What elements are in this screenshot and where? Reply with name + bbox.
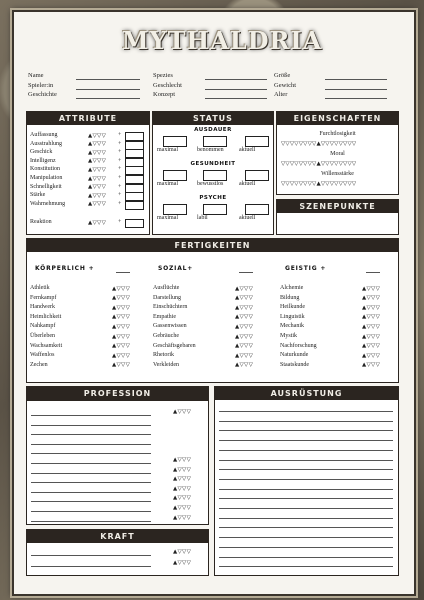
kraft-line[interactable] (31, 555, 151, 556)
eigenschaft-triangles[interactable]: ▽▽▽▽▽▽▽▽▲▽▽▽▽▽▽▽▽ (281, 161, 357, 167)
identity-label: Spieler:in (28, 81, 54, 89)
status-group-name: AUSDAUER (194, 127, 232, 133)
skill-label: Alchemie (280, 285, 304, 291)
attribute-triangles[interactable]: ▲▽▽▽ (88, 201, 107, 208)
attribute-label: Auffassung (30, 132, 58, 138)
skill-label: Naturkunde (280, 352, 309, 359)
profession-line[interactable] (31, 492, 151, 493)
profession-title: PROFESSION (27, 387, 208, 401)
skill-triangles[interactable]: ▲▽▽▽ (235, 285, 254, 292)
kraft-panel (26, 529, 209, 576)
skill-label: Einschüchtern (153, 304, 188, 311)
skill-triangles[interactable]: ▲▽▽▽ (235, 295, 254, 302)
skill-label: Nahkampf (30, 323, 56, 330)
identity-field[interactable] (76, 98, 140, 99)
attribute-label: Intelligenz (30, 157, 56, 164)
skill-triangles[interactable]: ▲▽▽▽ (362, 304, 381, 311)
identity-label: Geschlecht (153, 81, 182, 89)
profession-triangles[interactable]: ▲▽▽▽ (173, 514, 192, 521)
ausruestung-line[interactable] (219, 547, 393, 548)
status-input[interactable] (163, 136, 187, 147)
identity-label: Konzept (153, 91, 176, 98)
ausruestung-line[interactable] (219, 411, 393, 412)
profession-triangles[interactable]: ▲▽▽▽ (173, 476, 192, 483)
attribute-triangles[interactable]: ▲▽▽▽ (88, 141, 107, 148)
attribute-triangles[interactable]: ▲▽▽▽ (88, 184, 107, 191)
kraft-title: KRAFT (27, 530, 208, 543)
skill-triangles[interactable]: ▲▽▽▽ (362, 343, 381, 350)
skill-triangles[interactable]: ▲▽▽▽ (362, 352, 381, 359)
status-input[interactable] (245, 170, 269, 181)
eigenschaft-triangles[interactable]: ▽▽▽▽▽▽▽▽▲▽▽▽▽▽▽▽▽ (281, 181, 357, 187)
skill-triangles[interactable]: ▲▽▽▽ (235, 314, 254, 321)
profession-line[interactable] (31, 425, 151, 426)
attribute-plus: + (118, 149, 122, 156)
profession-triangles[interactable]: ▲▽▽▽ (173, 485, 192, 492)
skill-label: Bildung (280, 294, 300, 301)
profession-line[interactable] (31, 463, 151, 464)
ausruestung-line[interactable] (219, 508, 393, 509)
skill-label: Geschäftsgebaren (153, 342, 196, 349)
attribute-triangles[interactable]: ▲▽▽▽ (88, 175, 107, 182)
skill-label: Empathie (153, 313, 176, 320)
attribute-triangles[interactable]: ▲▽▽▽ (88, 219, 107, 226)
skill-label: Linguistik (280, 313, 305, 320)
ausruestung-line[interactable] (219, 518, 393, 519)
skill-label: Gassenwissen (153, 323, 187, 330)
skill-label: Zechen (30, 361, 48, 368)
skill-triangles[interactable]: ▲▽▽▽ (112, 333, 131, 340)
attribute-plus: + (118, 219, 122, 225)
skill-triangles[interactable]: ▲▽▽▽ (112, 295, 131, 302)
status-label: aktuell (239, 181, 256, 187)
attribute-triangles[interactable]: ▲▽▽▽ (88, 158, 107, 165)
skill-label: Heilkunde (280, 304, 305, 311)
attribute-triangles[interactable]: ▲▽▽▽ (88, 166, 107, 173)
attribute-plus: + (118, 140, 122, 147)
profession-line[interactable] (31, 511, 151, 512)
identity-field[interactable] (76, 79, 140, 80)
identity-field[interactable] (325, 89, 387, 90)
skill-triangles[interactable]: ▲▽▽▽ (362, 333, 381, 340)
skill-triangles[interactable]: ▲▽▽▽ (112, 352, 131, 359)
profession-triangles[interactable]: ▲▽▽▽ (173, 466, 192, 473)
status-input[interactable] (163, 204, 187, 215)
skill-triangles[interactable]: ▲▽▽▽ (235, 304, 254, 311)
skill-group-bonus[interactable] (239, 272, 253, 273)
skill-triangles[interactable]: ▲▽▽▽ (235, 343, 254, 350)
attribute-input[interactable] (125, 219, 144, 228)
skill-triangles[interactable]: ▲▽▽▽ (235, 333, 254, 340)
status-input[interactable] (245, 136, 269, 147)
skill-group-bonus[interactable] (116, 272, 130, 273)
profession-line[interactable] (31, 501, 151, 502)
attribute-panel (26, 111, 150, 235)
kraft-triangles[interactable]: ▲▽▽▽ (173, 560, 192, 566)
attribute-label: Manipulation (30, 175, 63, 181)
profession-triangles[interactable]: ▲▽▽▽ (173, 495, 192, 502)
profession-triangles[interactable]: ▲▽▽▽ (173, 505, 192, 511)
status-input[interactable] (203, 204, 227, 215)
skill-label: Fernkampf (30, 294, 57, 301)
attribute-plus: + (118, 183, 122, 190)
attribute-label: Geschick (30, 149, 53, 156)
status-label: maximal (157, 181, 178, 187)
ausruestung-line[interactable] (219, 566, 393, 567)
ausruestung-line[interactable] (219, 557, 393, 558)
skill-triangles[interactable]: ▲▽▽▽ (112, 285, 131, 292)
eigenschaft-label: Moral (330, 151, 345, 157)
profession-triangles[interactable]: ▲▽▽▽ (173, 457, 192, 463)
skill-triangles[interactable]: ▲▽▽▽ (362, 362, 381, 369)
status-input[interactable] (203, 170, 227, 181)
logo: MYTHALDRIA (122, 26, 323, 55)
identity-field[interactable] (205, 89, 267, 90)
status-input[interactable] (245, 204, 269, 215)
skill-triangles[interactable]: ▲▽▽▽ (362, 323, 381, 330)
eigenschaft-label: Furchtlosigkeit (319, 131, 356, 137)
skill-triangles[interactable]: ▲▽▽▽ (235, 362, 254, 369)
skill-triangles[interactable]: ▲▽▽▽ (362, 285, 381, 292)
status-panel (152, 111, 274, 235)
attribute-input[interactable] (125, 201, 144, 210)
skill-triangles[interactable]: ▲▽▽▽ (235, 352, 254, 359)
status-label: aktuell (239, 147, 256, 153)
profession-line[interactable] (31, 434, 151, 435)
skill-label: Überleben (30, 333, 55, 339)
identity-label: Spezies (153, 72, 173, 79)
ausruestung-line[interactable] (219, 440, 393, 441)
attribute-plus: + (118, 192, 122, 199)
eigenschaften-panel (276, 111, 399, 195)
status-title: STATUS (153, 112, 273, 125)
identity-field[interactable] (325, 98, 387, 99)
skill-triangles[interactable]: ▲▽▽▽ (362, 295, 381, 302)
attribute-label: Stärke (30, 192, 46, 199)
attribute-label: Schnelligkeit (30, 183, 62, 190)
eigenschaft-triangles[interactable]: ▽▽▽▽▽▽▽▽▲▽▽▽▽▽▽▽▽ (281, 141, 357, 147)
status-input[interactable] (203, 136, 227, 147)
attribute-triangles[interactable]: ▲▽▽▽ (88, 192, 107, 199)
identity-label: Alter (274, 91, 288, 98)
skill-group-name: KÖRPERLICH + (35, 265, 95, 272)
status-label: maximal (157, 215, 178, 221)
attribute-title: ATTRIBUTE (27, 112, 149, 125)
attribute-label: Ausstrahlung (30, 140, 62, 147)
identity-label: Geschichte (28, 91, 57, 98)
profession-line[interactable] (31, 415, 151, 416)
skill-group-name: GEISTIG + (285, 265, 327, 272)
fertigkeiten-panel (26, 238, 399, 383)
attribute-label: Konstitution (30, 166, 61, 173)
identity-field[interactable] (325, 79, 387, 80)
profession-panel (26, 386, 209, 525)
skill-label: Rhetorik (153, 352, 174, 359)
status-label: labil (197, 215, 208, 221)
eigenschaft-label: Willensstärke (321, 171, 354, 177)
attribute-plus: + (118, 166, 122, 173)
attribute-plus: + (118, 175, 122, 181)
status-label: maximal (157, 147, 178, 153)
skill-label: Waffenlos (30, 352, 55, 359)
identity-label: Größe (274, 72, 291, 79)
status-label: bewusstlos (197, 181, 224, 187)
profession-line[interactable] (31, 521, 151, 522)
status-label: aktuell (239, 215, 256, 221)
fertigkeiten-title: FERTIGKEITEN (27, 239, 398, 252)
skill-label: Staatskunde (280, 361, 309, 368)
identity-field[interactable] (76, 89, 140, 90)
attribute-label: Wahrnehmung (30, 200, 66, 207)
skill-triangles[interactable]: ▲▽▽▽ (112, 314, 131, 321)
skill-label: Heimlichkeit (30, 313, 62, 320)
kraft-line[interactable] (31, 566, 151, 567)
skill-label: Gebräuche (153, 333, 179, 339)
skill-label: Wachsamkeit (30, 342, 63, 349)
skill-label: Ausflüchte (153, 285, 180, 291)
profession-line[interactable] (31, 453, 151, 454)
ausruestung-line[interactable] (219, 527, 393, 528)
profession-triangles[interactable]: ▲▽▽▽ (173, 409, 192, 415)
identity-label: Gewicht (274, 81, 297, 89)
attribute-triangles[interactable]: ▲▽▽▽ (88, 132, 107, 139)
attribute-plus: + (118, 200, 122, 207)
ausruestung-line[interactable] (219, 421, 393, 422)
profession-line[interactable] (31, 473, 151, 474)
kraft-triangles[interactable]: ▲▽▽▽ (173, 549, 192, 555)
ausruestung-line[interactable] (219, 498, 393, 499)
attribute-label: Reaktion (30, 219, 52, 225)
skill-triangles[interactable]: ▲▽▽▽ (112, 304, 131, 311)
skill-group-name: SOZIAL+ (158, 265, 194, 272)
ausruestung-panel (214, 386, 399, 576)
ausruestung-line[interactable] (219, 489, 393, 490)
ausruestung-line[interactable] (219, 479, 393, 480)
szenepunkte-panel (276, 199, 399, 235)
ausruestung-line[interactable] (219, 450, 393, 451)
profession-line[interactable] (31, 444, 151, 445)
skill-triangles[interactable]: ▲▽▽▽ (362, 314, 381, 321)
skill-label: Athletik (30, 285, 50, 291)
skill-label: Darstellung (153, 294, 181, 301)
status-input[interactable] (163, 170, 187, 181)
skill-triangles[interactable]: ▲▽▽▽ (112, 343, 131, 350)
skill-group-bonus[interactable] (366, 272, 380, 273)
profession-line[interactable] (31, 482, 151, 483)
eigenschaften-title: EIGENSCHAFTEN (277, 112, 398, 125)
skill-triangles[interactable]: ▲▽▽▽ (112, 362, 131, 369)
ausruestung-line[interactable] (219, 460, 393, 461)
szenepunkte-title: SZENEPUNKTE (277, 200, 398, 213)
ausruestung-line[interactable] (219, 469, 393, 470)
identity-field[interactable] (205, 79, 267, 80)
skill-label: Mystik (280, 333, 298, 339)
attribute-plus: + (118, 157, 122, 164)
identity-field[interactable] (205, 98, 267, 99)
ausruestung-line[interactable] (219, 537, 393, 538)
ausruestung-title: AUSRÜSTUNG (215, 387, 398, 400)
status-label: benommen (197, 147, 224, 153)
ausruestung-line[interactable] (219, 430, 393, 431)
skill-label: Verkleiden (153, 361, 179, 368)
status-group-name: PSYCHE (199, 195, 227, 201)
skill-label: Handwerk (30, 304, 55, 311)
attribute-plus: + (118, 132, 122, 138)
skill-label: Nachforschung (280, 342, 317, 349)
skill-triangles[interactable]: ▲▽▽▽ (112, 323, 131, 330)
skill-label: Mechanik (280, 323, 304, 330)
status-group-name: GESUNDHEIT (190, 161, 236, 167)
skill-triangles[interactable]: ▲▽▽▽ (235, 323, 254, 330)
identity-label: Name (28, 72, 44, 79)
attribute-triangles[interactable]: ▲▽▽▽ (88, 149, 107, 156)
